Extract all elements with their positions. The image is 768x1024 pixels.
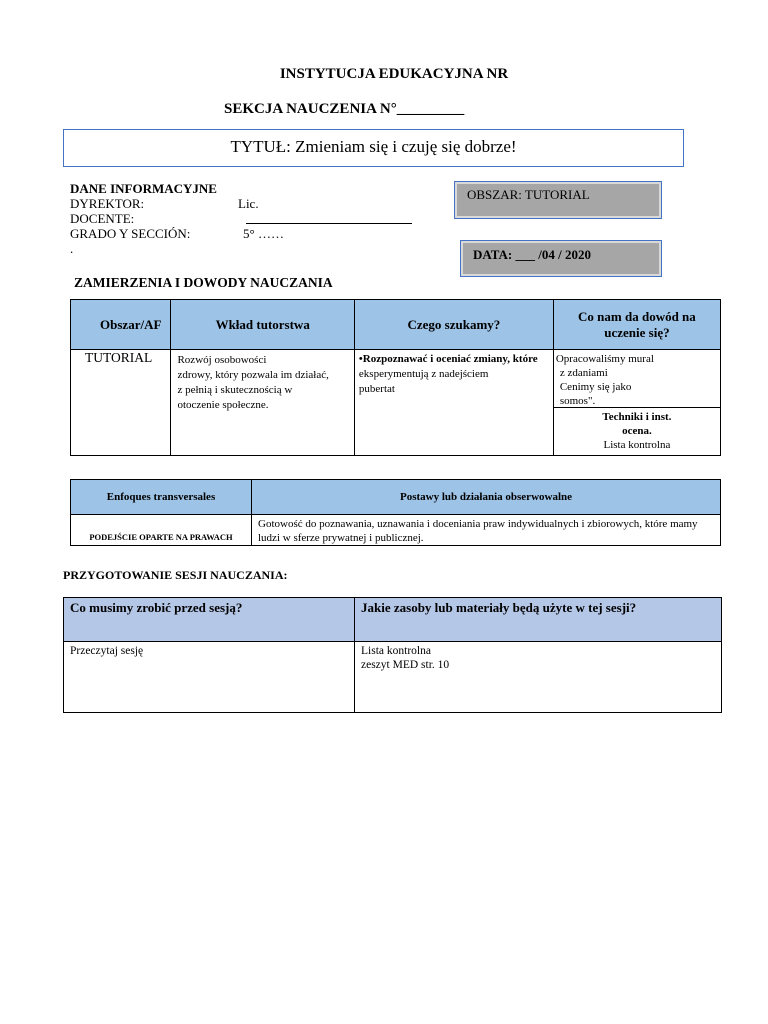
- area-cell: TUTORIAL: [71, 350, 171, 456]
- transversal-col1: Enfoques transversales: [71, 480, 252, 515]
- title-box: [63, 129, 684, 167]
- transversal-table: [70, 479, 721, 546]
- purposes-heading: ZAMIERZENIA I DOWODY NAUCZANIA: [74, 275, 333, 290]
- session-title: TYTUŁ: Zmieniam się i czuję się dobrze!: [230, 137, 517, 156]
- prep-material-text: Lista kontrolna: [361, 645, 431, 657]
- col-evidence-header: Co nam da dowód na uczenie się?: [553, 300, 720, 350]
- contribution-line: z pełnią i skutecznością w: [177, 384, 293, 396]
- area-box: [454, 181, 662, 219]
- col-contribution-header: Wkład tutorstwa: [171, 300, 354, 350]
- prep-before-text: Przeczytaj sesję: [70, 645, 144, 657]
- section-title: SEKCJA NAUCZENIA N°_________: [224, 101, 465, 117]
- purposes-table: [70, 299, 721, 456]
- prep-material-text: zeszyt MED str. 10: [361, 659, 450, 671]
- info-block: [70, 181, 430, 256]
- docente-underline: [246, 211, 412, 224]
- prep-before-item: [70, 644, 348, 658]
- col-area-header: Obszar/AF: [71, 300, 171, 350]
- institution-title: INSTYTUCJA EDUKACYJNA NR: [279, 66, 509, 82]
- grado-label: GRADO Y SECCIÓN:: [70, 226, 191, 241]
- contribution-line: otoczenie społeczne.: [177, 399, 269, 411]
- actions-cell: Gotowość do poznawania, uznawania i doceniania praw indywidualnych i zbiorowych, które mamy ludzi w sferze prywatnej i publicznej.: [252, 515, 721, 546]
- evidence-line: Opracowaliśmy mural: [555, 353, 654, 365]
- prep-table: [63, 597, 722, 713]
- seek-line: eksperymentują z nadejściem: [358, 368, 489, 380]
- date-box: [460, 240, 662, 277]
- prep-before-cell: [64, 642, 355, 713]
- prep-heading: PRZYGOTOWANIE SESJI NAUCZANIA:: [63, 568, 288, 582]
- transversal-col2: Postawy lub działania obserwowalne: [252, 480, 721, 515]
- techniques-label: Techniki i inst.: [602, 411, 672, 423]
- techniques-block: [554, 408, 720, 452]
- techniques-value: Lista kontrolna: [603, 439, 671, 451]
- evidence-cell: [553, 350, 720, 456]
- grado-value: 5° ……: [243, 226, 284, 241]
- prep-col1: Co musimy zrobić przed sesją?: [64, 598, 355, 642]
- director-value: Lic.: [238, 196, 259, 211]
- contribution-line: zdrowy, który pozwala im działać,: [177, 369, 329, 381]
- evidence-line: Cenimy się jako: [559, 381, 632, 393]
- contribution-line: Rozwój osobowości: [177, 354, 267, 366]
- approach-cell: PODEJŚCIE OPARTE NA PRAWACH: [71, 515, 252, 546]
- prep-material-item: [361, 644, 715, 658]
- techniques-label: ocena.: [622, 425, 652, 437]
- seek-line: pubertat: [358, 383, 395, 395]
- info-heading: DANE INFORMACYJNE: [70, 181, 217, 196]
- info-dot: .: [70, 241, 74, 256]
- prep-materials-cell: [355, 642, 722, 713]
- director-label: DYREKTOR:: [70, 196, 145, 211]
- docente-label: DOCENTE:: [70, 211, 135, 226]
- col-seek-header: Czego szukamy?: [354, 300, 553, 350]
- prep-col2: Jakie zasoby lub materiały będą użyte w tej sesji?: [355, 598, 722, 642]
- evidence-line: somos".: [559, 395, 596, 407]
- evidence-block: [554, 350, 720, 408]
- date-label: DATA: ___ /04 / 2020: [473, 247, 591, 262]
- prep-material-item: [361, 658, 715, 672]
- evidence-line: z zdaniami: [559, 367, 608, 379]
- seek-cell: [354, 350, 553, 456]
- area-label: OBSZAR: TUTORIAL: [467, 187, 590, 202]
- contribution-cell: [171, 350, 354, 456]
- seek-bold: •Rozpoznawać i oceniać zmiany, które: [358, 353, 538, 365]
